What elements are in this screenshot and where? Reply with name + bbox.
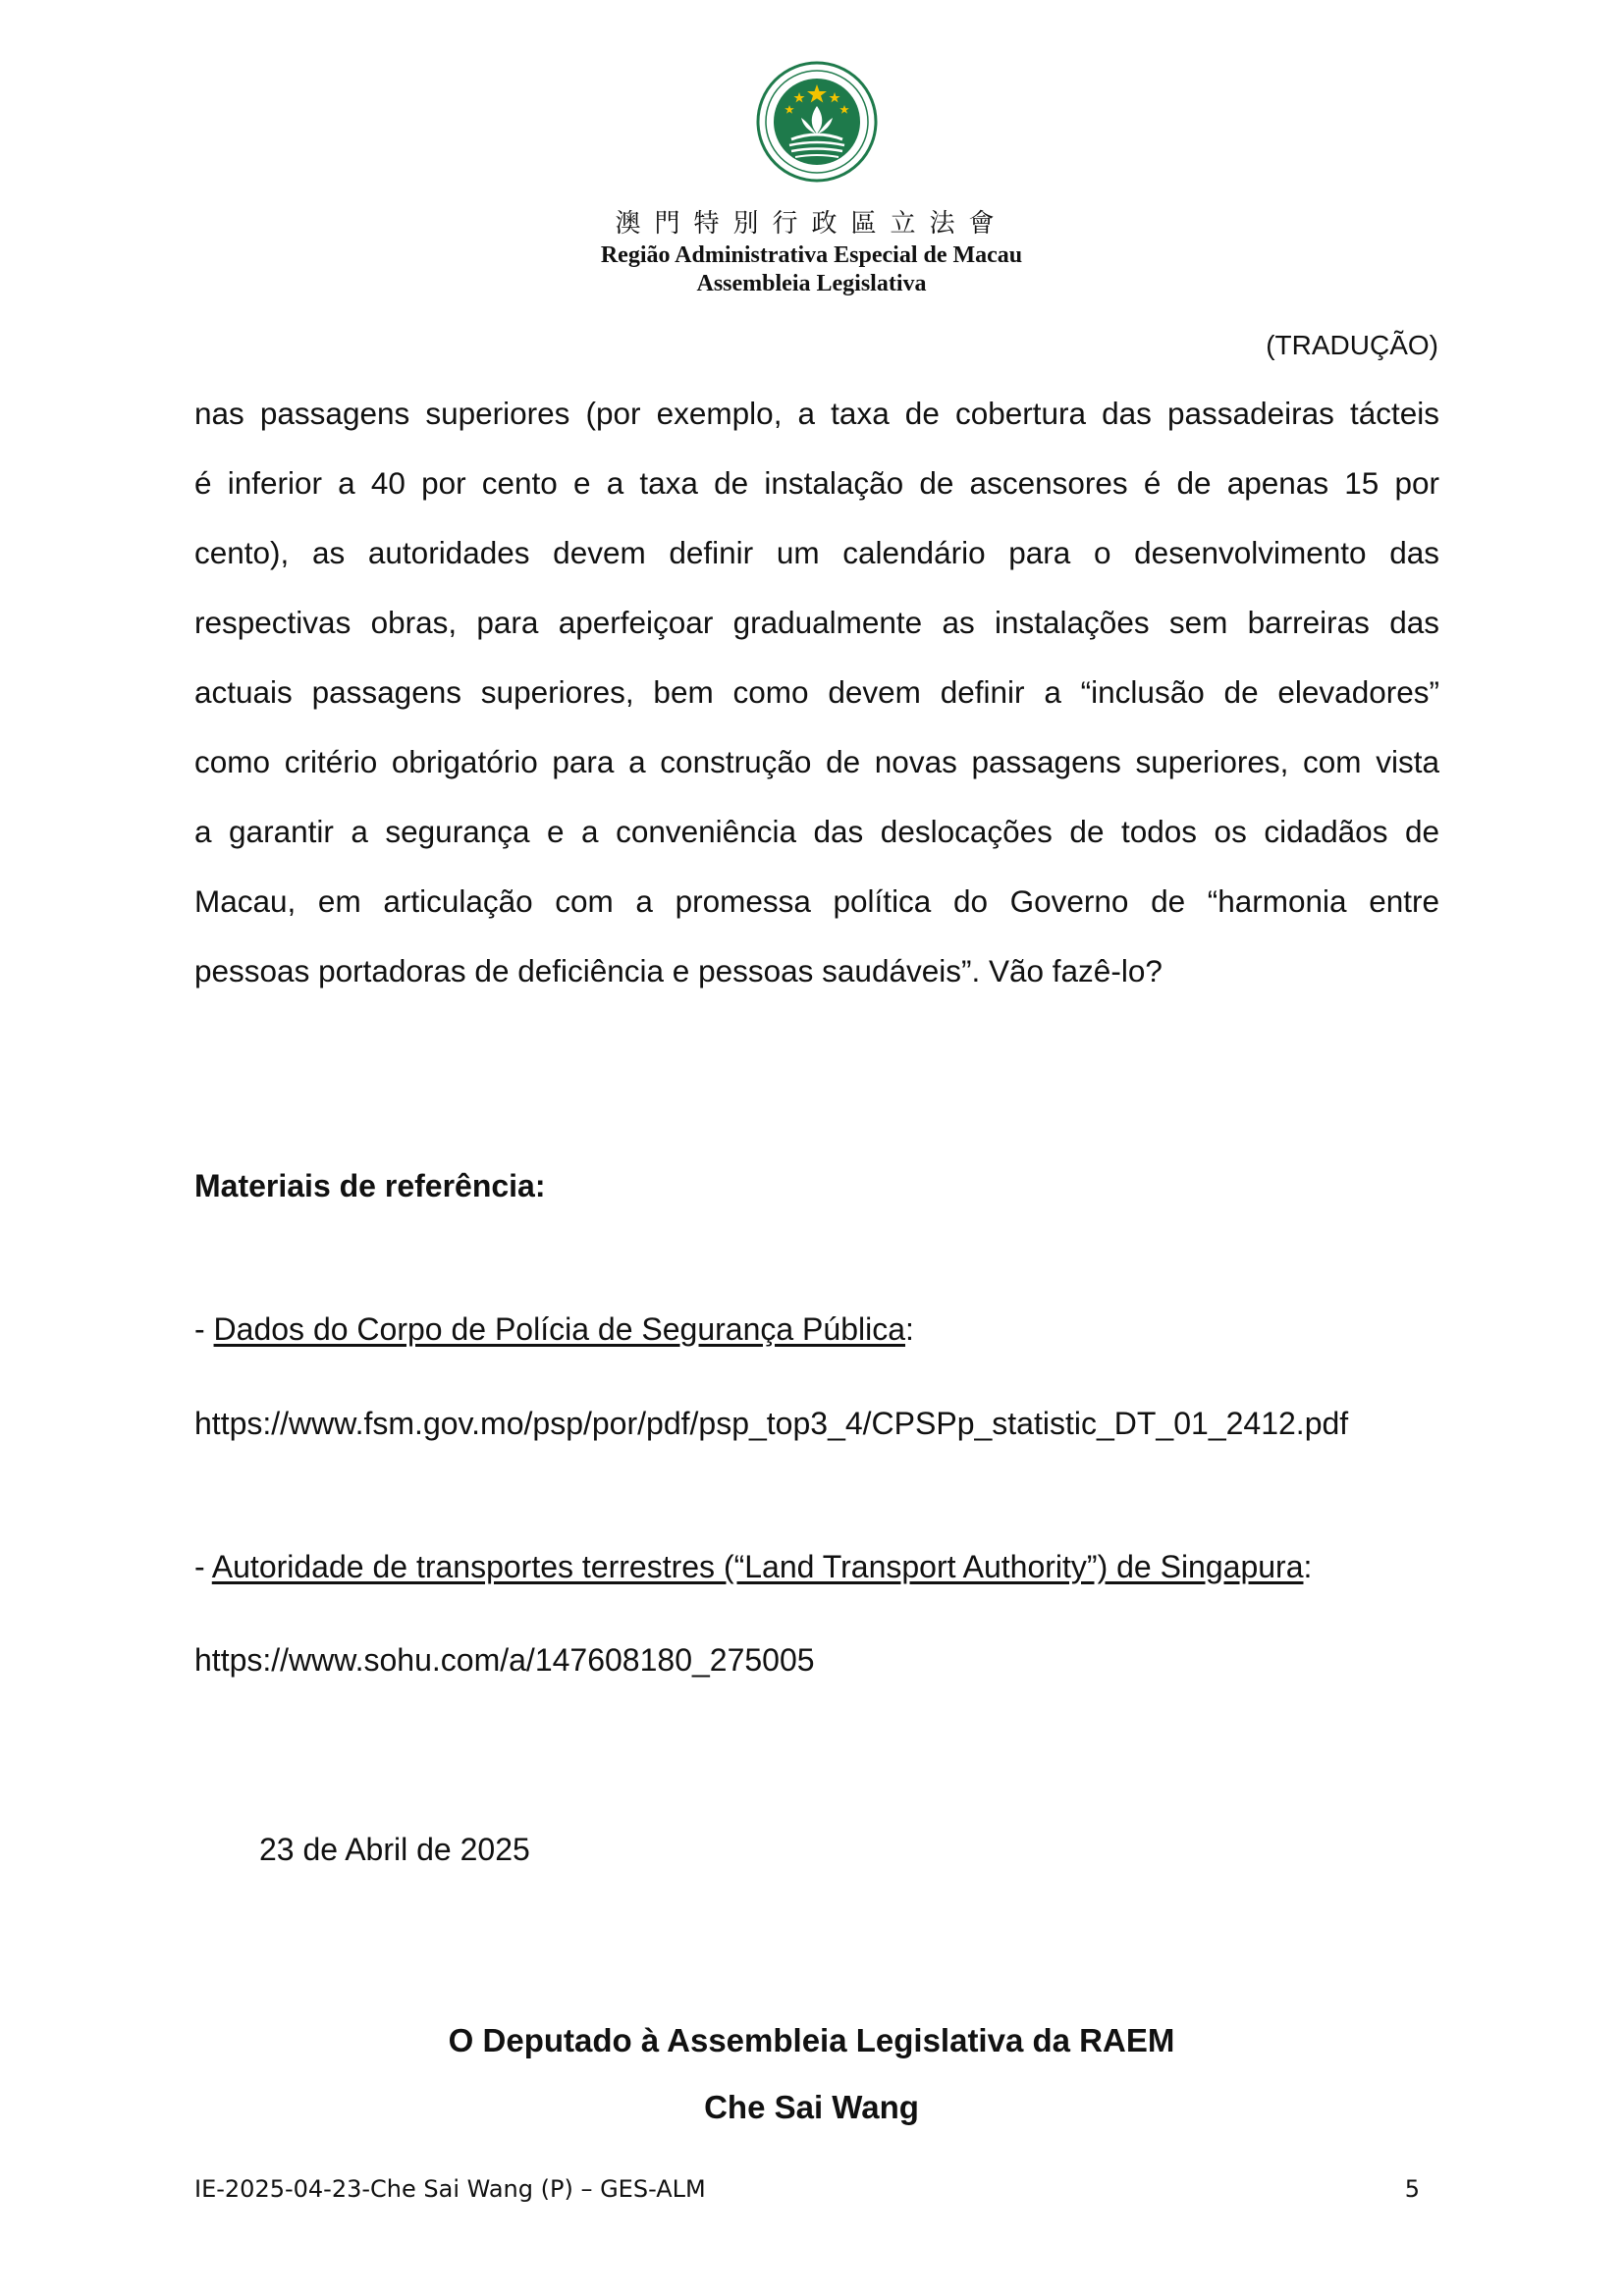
- body-line: cento), as autoridades devem definir um calendário para o desenvolvimento das: [194, 535, 1439, 570]
- reference-prefix: -: [194, 1311, 214, 1347]
- body-line: como critério obrigatório para a construção de novas passagens superiores, com vista: [194, 744, 1439, 779]
- reference-url[interactable]: https://www.sohu.com/a/147608180_275005: [194, 1642, 815, 1678]
- translation-note: (TRADUÇÃO): [1266, 330, 1438, 360]
- footer-document-reference: IE-2025-04-23-Che Sai Wang (P) – GES-ALM: [194, 2175, 706, 2203]
- body-line: Macau, em articulação com a promessa política do Governo de “harmonia entre: [194, 883, 1439, 919]
- reference-item: [194, 1311, 914, 1348]
- header-region-line: Região Administrativa Especial de Macau: [600, 242, 1023, 268]
- signature-name: Che Sai Wang: [704, 2089, 919, 2125]
- header-assembly-line: Assembleia Legislativa: [696, 271, 927, 296]
- header-chinese-title: 澳門特別行政區立法會: [615, 209, 1008, 239]
- body-line: é inferior a 40 por cento e a taxa de instalação de ascensores é de apenas 15 por: [194, 465, 1439, 501]
- body-line: a garantir a segurança e a conveniência das deslocações de todos os cidadãos de: [194, 814, 1439, 849]
- body-line: nas passagens superiores (por exemplo, a taxa de cobertura das passadeiras tácteis: [194, 396, 1439, 431]
- body-line: actuais passagens superiores, bem como devem definir a “inclusão de elevadores”: [194, 674, 1439, 710]
- reference-prefix: -: [194, 1549, 212, 1584]
- reference-suffix: :: [1303, 1549, 1313, 1584]
- macau-sar-emblem-icon: [756, 61, 878, 183]
- document-date: 23 de Abril de 2025: [259, 1832, 530, 1867]
- page-number: 5: [1404, 2175, 1420, 2203]
- body-line: pessoas portadoras de deficiência e pessoas saudáveis”. Vão fazê-lo?: [194, 953, 1163, 988]
- body-paragraph: [194, 379, 1439, 1006]
- reference-item: [194, 1549, 1312, 1585]
- references-heading: Materiais de referência:: [194, 1168, 546, 1203]
- reference-title-link[interactable]: Autoridade de transportes terrestres (“Land Transport Authority”) de Singapura: [211, 1549, 1304, 1584]
- signature-title: O Deputado à Assembleia Legislativa da RAEM: [448, 2022, 1175, 2058]
- reference-suffix: :: [905, 1311, 914, 1347]
- reference-title-link[interactable]: Dados do Corpo de Polícia de Segurança Pública: [213, 1311, 905, 1347]
- reference-url[interactable]: https://www.fsm.gov.mo/psp/por/pdf/psp_top3_4/CPSPp_statistic_DT_01_2412.pdf: [194, 1406, 1349, 1441]
- emblem-svg: [756, 61, 878, 183]
- body-line: respectivas obras, para aperfeiçoar gradualmente as instalações sem barreiras das: [194, 605, 1439, 640]
